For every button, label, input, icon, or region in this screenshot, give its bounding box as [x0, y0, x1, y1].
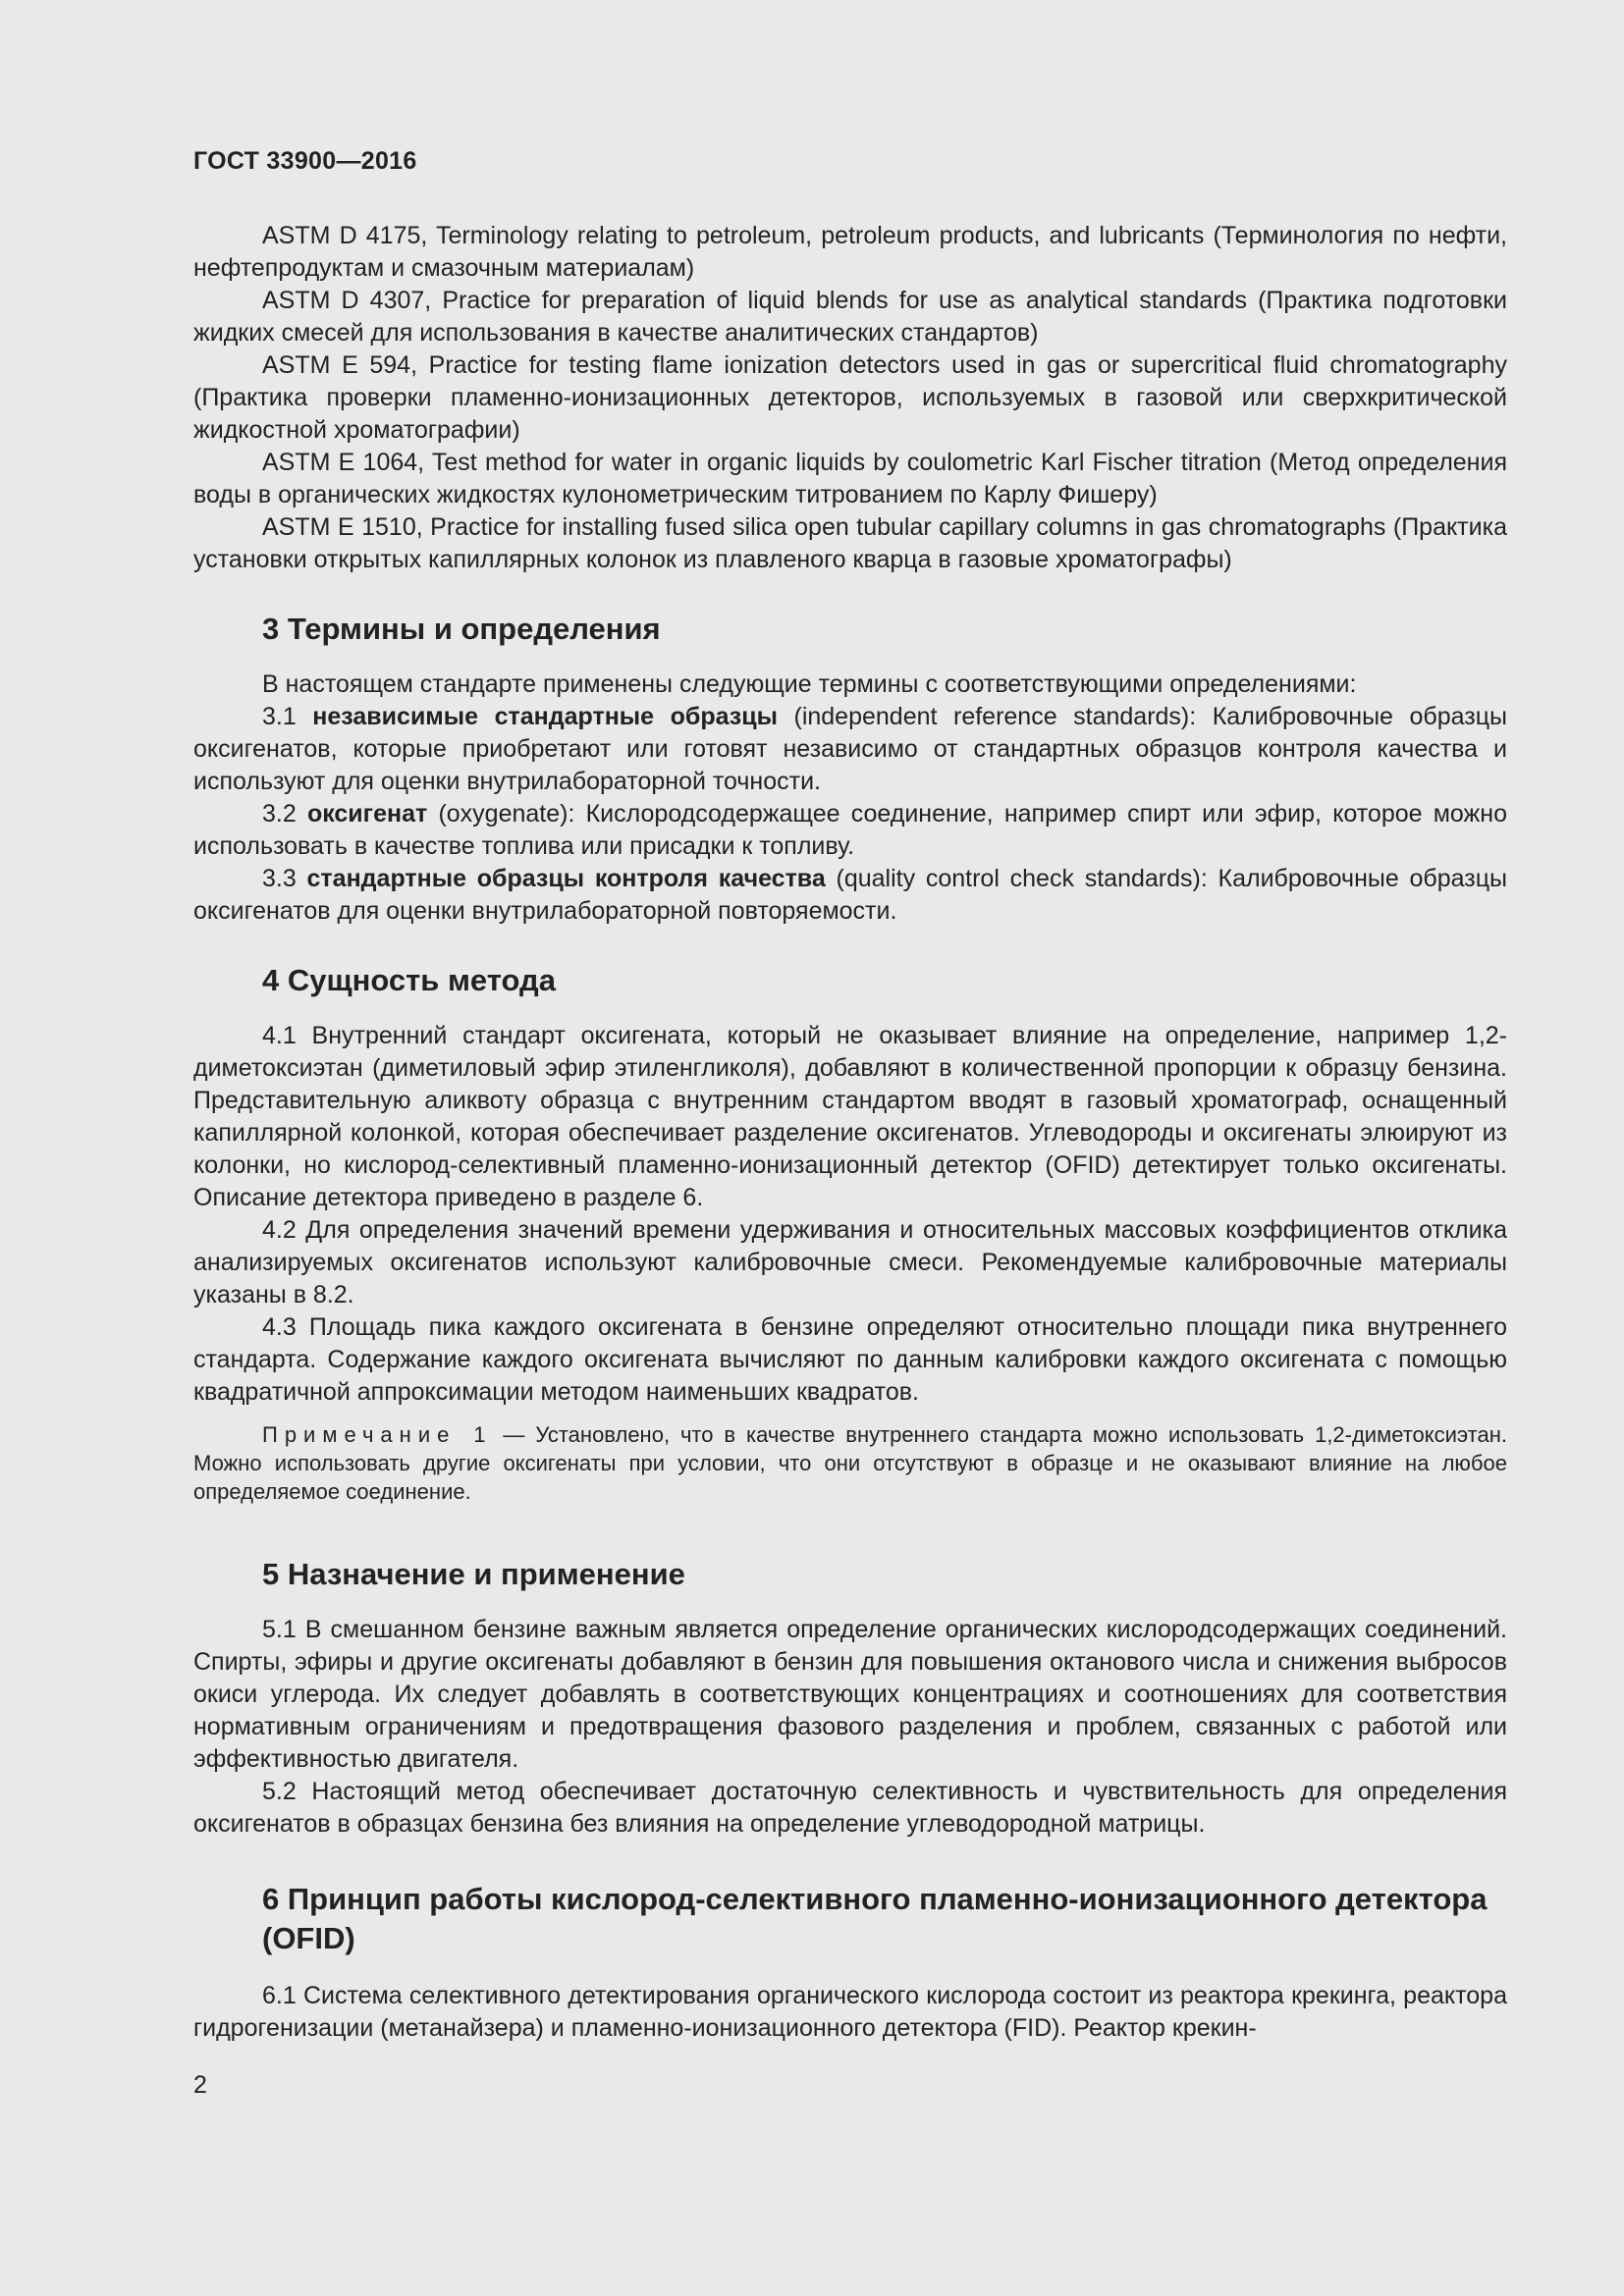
reference-item: ASTM D 4307, Practice for preparation of liquid blends for use as analytical standards (Практика подготовки жидких смесей для использования в качестве аналитических стандартов) — [193, 287, 1507, 347]
note-text: — Установлено, что в качестве внутреннего стандарта можно использовать 1,2-диметоксиэтан. Можно использовать другие оксигенаты при условии, что они отсутствуют в образце и не оказывают влияние на любое определяемое соединение. — [193, 1422, 1507, 1504]
reference-item: ASTM D 4175, Terminology relating to petroleum, petroleum products, and lubricants (Терминология по нефти, нефтепродуктам и смазочным материалам) — [193, 222, 1507, 282]
term-text: (quality control check standards): Калибровочные образцы оксигенатов для оценки внутрилабораторной повторяемости. — [193, 865, 1507, 925]
section-4-paragraph: 4.2 Для определения значений времени удерживания и относительных массовых коэффициентов отклика анализируемых оксигенатов используют калибровочные смеси. Рекомендуемые калибровочные материалы указаны в 8.2. — [193, 1216, 1507, 1308]
document-header: ГОСТ 33900—2016 — [193, 147, 417, 175]
term-definition — [193, 798, 1507, 863]
term-name: независимые стандартные образцы — [312, 703, 778, 730]
section-3-intro: В настоящем стандарте применены следующие термины с соответствующими определениями: — [262, 670, 1357, 698]
section-6-heading: 6 Принцип работы кислород-селективного пламенно-ионизационного детектора (OFID) — [262, 1882, 1488, 1955]
document-page — [193, 147, 1507, 2045]
note-label: Примечание 1 — [262, 1422, 493, 1447]
term-definition — [193, 701, 1507, 798]
section-5-paragraph: 5.1 В смешанном бензине важным является определение органических кислородсодержащих соединений. Спирты, эфиры и другие оксигенаты добавляют в бензин для повышения октанового числа и снижения выбросов окиси углерода. Их следует добавлять в соответствующих концентрациях и соотношениях для соответствия нормативным ограничениям и предотвращения фазового разделения и проблем, связанных с работой или эффективностью двигателя. — [193, 1616, 1507, 1773]
term-name: оксигенат — [306, 800, 428, 828]
section-3-heading: 3 Термины и определения — [262, 612, 661, 646]
reference-item: ASTM E 1510, Practice for installing fused silica open tubular capillary columns in gas chromatographs (Практика установки открытых капиллярных колонок из плавленого кварца в газовые хроматографы) — [193, 513, 1507, 573]
term-number: 3.2 — [262, 800, 307, 828]
term-definition — [193, 863, 1507, 928]
term-number: 3.1 — [262, 703, 313, 730]
section-4-heading: 4 Сущность метода — [262, 963, 556, 997]
reference-item: ASTM E 1064, Test method for water in organic liquids by coulometric Karl Fischer titration (Метод определения воды в органических жидкостях кулонометрическим титрованием по Карлу Фишеру) — [193, 449, 1507, 508]
term-text: (oxygenate): Кислородсодержащее соединение, например спирт или эфир, которое можно использовать в качестве топлива или присадки к топливу. — [193, 800, 1507, 860]
section-6-paragraph: 6.1 Система селективного детектирования органического кислорода состоит из реактора крекинга, реактора гидрогенизации (метанайзера) и пламенно-ионизационного детектора (FID). Реактор крекин- — [193, 1982, 1507, 2042]
section-5-paragraph: 5.2 Настоящий метод обеспечивает достаточную селективность и чувствительность для определения оксигенатов в образцах бензина без влияния на определение углеводородной матрицы. — [193, 1778, 1507, 1838]
term-name: стандартные образцы контроля качества — [306, 865, 826, 892]
reference-item: ASTM E 594, Practice for testing flame ionization detectors used in gas or supercritical fluid chromatography (Практика проверки пламенно-ионизационных детекторов, используемых в газовой или сверхкритической жидкостной хроматографии) — [193, 351, 1507, 444]
term-text: (independent reference standards): Калибровочные образцы оксигенатов, которые приобретают или готовят независимо от стандартных образцов контроля качества и используют для оценки внутрилабораторной точности. — [193, 703, 1507, 795]
section-5-heading: 5 Назначение и применение — [262, 1557, 685, 1591]
term-number: 3.3 — [262, 865, 307, 892]
section-4-paragraph: 4.3 Площадь пика каждого оксигената в бензине определяют относительно площади пика внутреннего стандарта. Содержание каждого оксигената вычисляют по данным калибровки каждого оксигената с помощью квадратичной аппроксимации методом наименьших квадратов. — [193, 1313, 1507, 1406]
page-number: 2 — [193, 2071, 207, 2099]
section-4-paragraph: 4.1 Внутренний стандарт оксигената, который не оказывает влияние на определение, например 1,2-диметоксиэтан (диметиловый эфир этиленгликоля), добавляют в количественной пропорции к образцу бензина. Представительную аликвоту образца с внутренним стандартом вводят в газовый хроматограф, оснащенный капиллярной колонкой, которая обеспечивает разделение оксигенатов. Углеводороды и оксигенаты элюируют из колонки, но кислород-селективный пламенно-ионизационный детектор (OFID) детектирует только оксигенаты. Описание детектора приведено в разделе 6. — [193, 1022, 1507, 1211]
note — [193, 1420, 1507, 1506]
